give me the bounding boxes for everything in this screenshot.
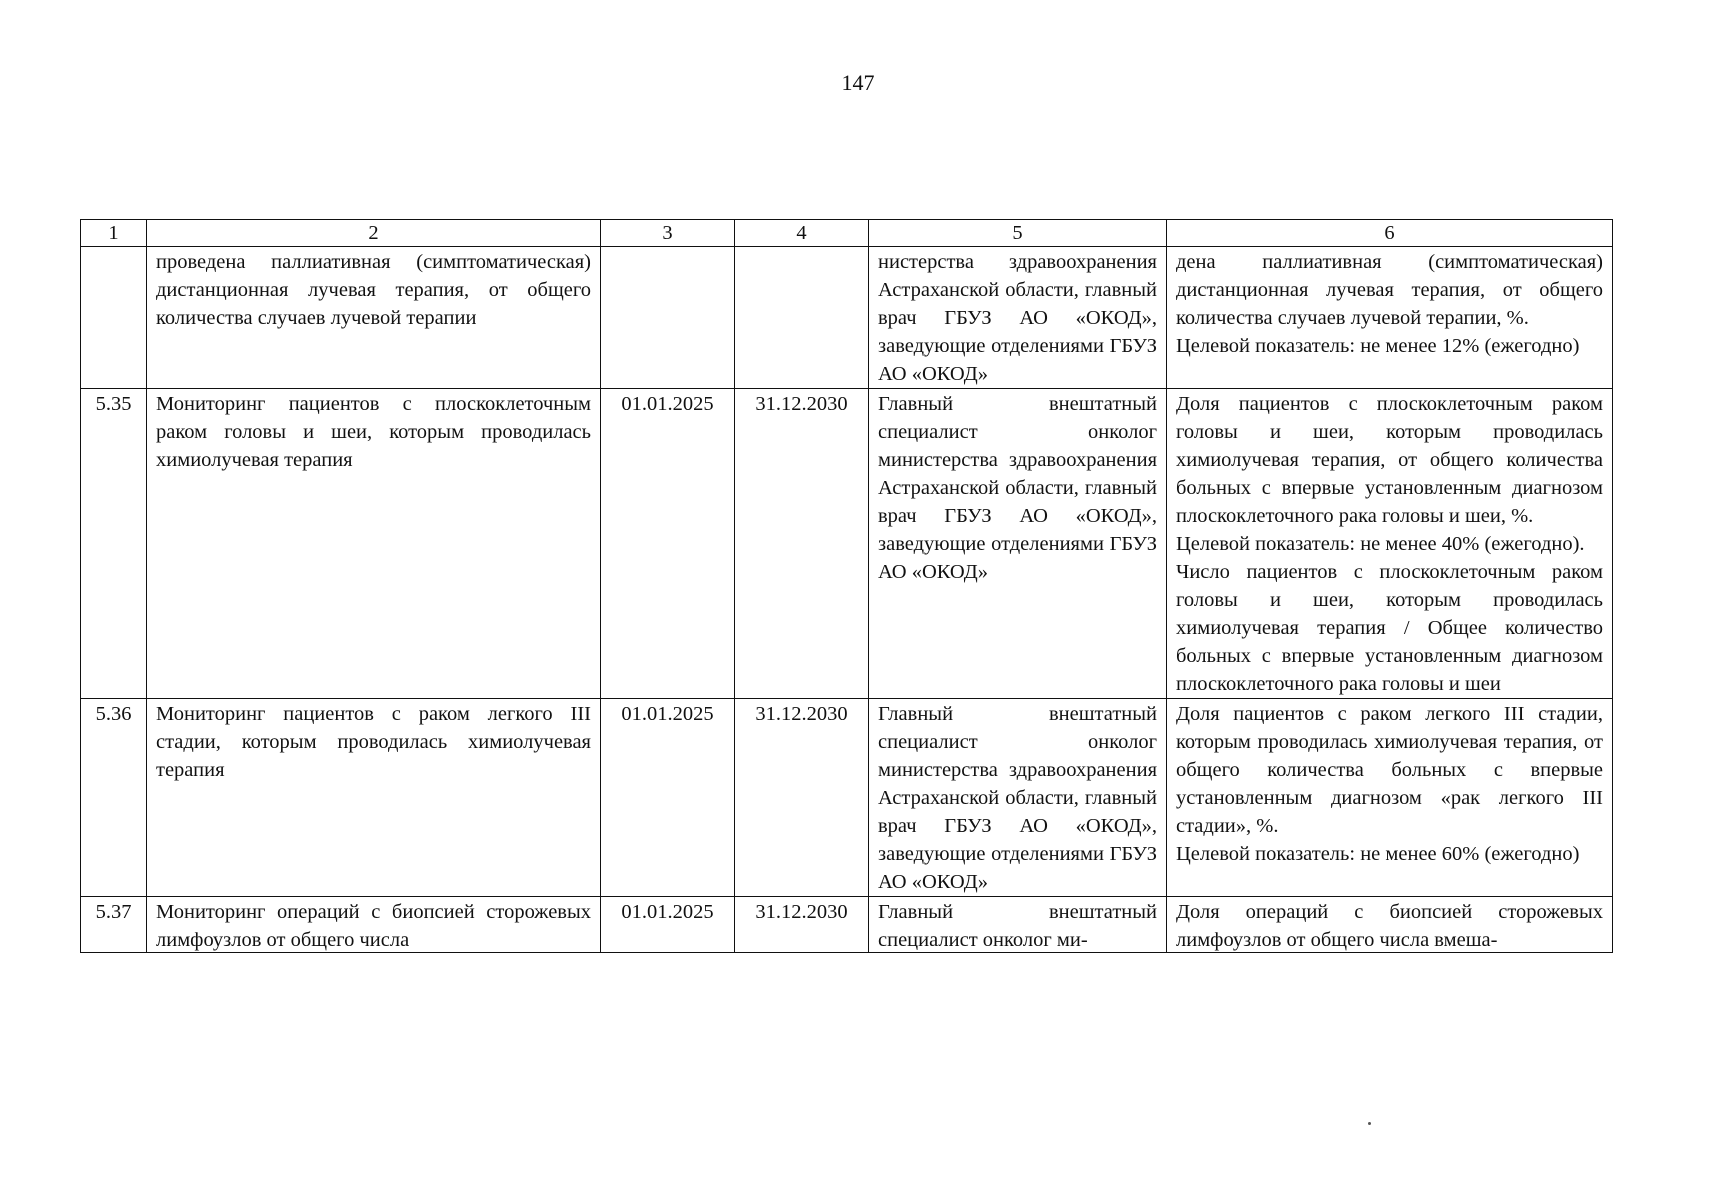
end-date: 31.12.2030 <box>735 897 869 953</box>
measure-name <box>147 897 601 953</box>
end-date: 31.12.2030 <box>735 389 869 699</box>
indicator <box>1167 897 1613 953</box>
indicator <box>1167 699 1613 897</box>
indicator-paragraph: Целевой показатель: не менее 60% (ежегодно) <box>1176 843 1580 865</box>
table-row <box>81 699 1613 897</box>
start-date: 01.01.2025 <box>601 897 735 953</box>
scan-speck <box>1368 1122 1371 1125</box>
item-number: 5.37 <box>81 897 147 953</box>
responsible: Главный внештатный специалист онколог министерства здравоохранения Астраханской области, главный врач ГБУЗ АО «ОКОД», заведующие отделениями ГБУЗ АО «ОКОД» <box>869 389 1167 699</box>
item-number: 5.36 <box>81 699 147 897</box>
page-number: 147 <box>841 70 875 95</box>
column-header: 2 <box>147 220 601 247</box>
responsible-text: Главный внештатный специалист онколог ми- <box>878 901 1157 951</box>
end-date: 31.12.2030 <box>735 699 869 897</box>
responsible: Главный внештатный специалист онколог министерства здравоохранения Астраханской области, главный врач ГБУЗ АО «ОКОД», заведующие отделениями ГБУЗ АО «ОКОД» <box>869 699 1167 897</box>
indicator-paragraph: Доля пациентов с раком легкого III стадии, которым проводилась химиолучевая терапия, от общего количества больных с впервые установленным диагнозом «рак легкого III стадии», %. <box>1176 703 1603 837</box>
measures-table <box>80 219 1613 953</box>
indicator-paragraph: Доля пациентов с плоскоклеточным раком головы и шеи, которым проводилась химиолучевая терапия, от общего количества больных с впервые установленным диагнозом плоскоклеточного рака головы и шеи, %. <box>1176 393 1603 527</box>
start-date: 01.01.2025 <box>601 699 735 897</box>
column-number-header-row <box>81 220 1613 247</box>
column-header: 5 <box>869 220 1167 247</box>
indicator-paragraph: Доля операций с биопсией сторожевых лимфоузлов от общего числа вмеша- <box>1176 901 1603 951</box>
measure-name: Мониторинг пациентов с раком легкого III стадии, которым проводилась химиолучевая терапия <box>147 699 601 897</box>
table-row <box>81 389 1613 699</box>
column-header: 1 <box>81 220 147 247</box>
end-date <box>735 247 869 389</box>
column-header: 6 <box>1167 220 1613 247</box>
indicator <box>1167 389 1613 699</box>
item-number: 5.35 <box>81 389 147 699</box>
responsible <box>869 897 1167 953</box>
column-header: 3 <box>601 220 735 247</box>
indicator <box>1167 247 1613 389</box>
measure-name: Мониторинг пациентов с плоскоклеточным раком головы и шеи, которым проводилась химиолучевая терапия <box>147 389 601 699</box>
item-number <box>81 247 147 389</box>
responsible: нистерства здравоохранения Астраханской области, главный врач ГБУЗ АО «ОКОД», заведующие отделениями ГБУЗ АО «ОКОД» <box>869 247 1167 389</box>
column-header: 4 <box>735 220 869 247</box>
indicator-paragraph: дена паллиативная (симптоматическая) дистанционная лучевая терапия, от общего количества случаев лучевой терапии, %. <box>1176 251 1603 329</box>
table-row <box>81 897 1613 953</box>
measure-name-text: Мониторинг операций с биопсией сторожевых лимфоузлов от общего числа <box>156 901 591 951</box>
indicator-paragraph: Целевой показатель: не менее 12% (ежегодно) <box>1176 335 1580 357</box>
start-date: 01.01.2025 <box>601 389 735 699</box>
start-date <box>601 247 735 389</box>
indicator-paragraph: Целевой показатель: не менее 40% (ежегодно). <box>1176 533 1585 555</box>
indicator-paragraph: Число пациентов с плоскоклеточным раком головы и шеи, которым проводилась химиолучевая терапия / Общее количество больных с впервые установленным диагнозом плоскоклеточного рака головы и шеи <box>1176 561 1603 695</box>
measure-name: проведена паллиативная (симптоматическая) дистанционная лучевая терапия, от общего количества случаев лучевой терапии <box>147 247 601 389</box>
table-row <box>81 247 1613 389</box>
